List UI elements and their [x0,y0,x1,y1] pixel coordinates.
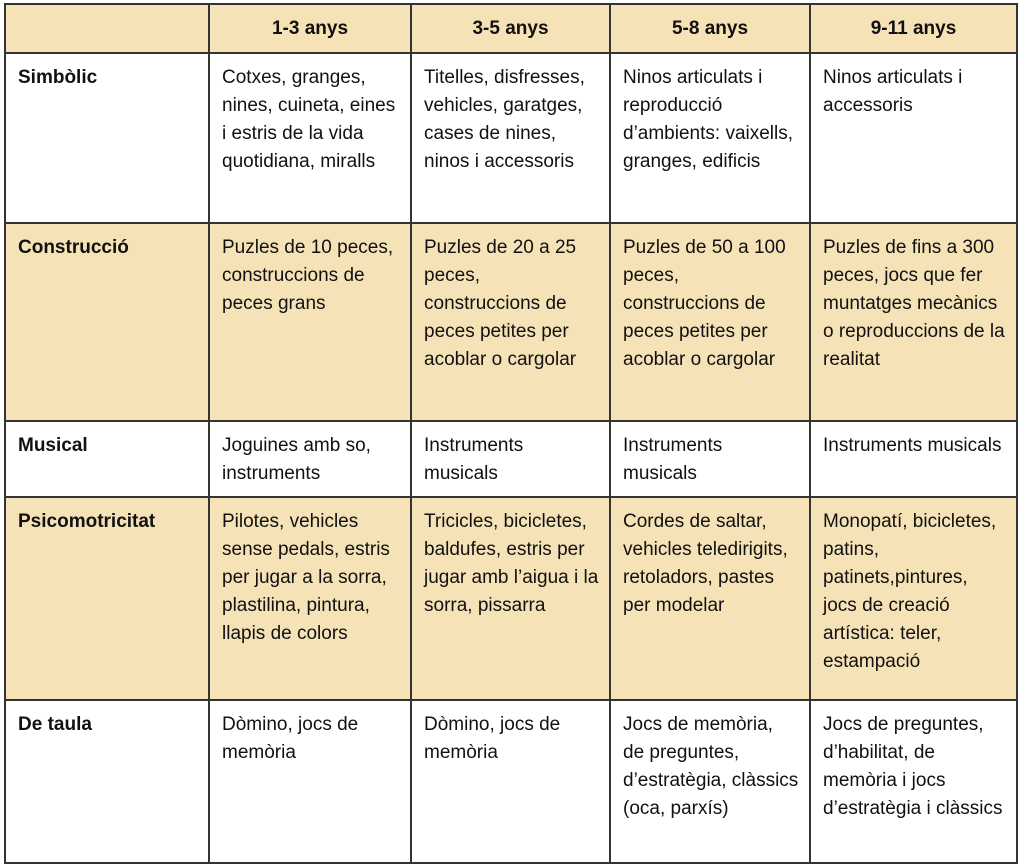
table-cell: Monopatí, bicicletes, patins, patinets,pintures, jocs de creació artística: teler, estampació [810,497,1017,700]
table-row-psicomotricitat [5,497,1017,700]
header-cell-age-1-3: 1-3 anys [209,4,411,53]
row-label-cell: Musical [5,421,209,497]
header-row [5,4,1017,53]
table-cell: Jocs de preguntes, d’habilitat, de memòria i jocs d’estratègia i clàssics [810,700,1017,863]
table-cell: Cordes de saltar, vehicles teledirigits, retoladors, pastes per modelar [610,497,810,700]
table-cell: Pilotes, vehicles sense pedals, estris per jugar a la sorra, plastilina, pintura, llapis de colors [209,497,411,700]
table-cell: Joguines amb so, instruments [209,421,411,497]
table-cell: Instruments musicals [411,421,610,497]
table-cell: Dòmino, jocs de memòria [411,700,610,863]
table-row-musical [5,421,1017,497]
table-cell: Jocs de memòria, de preguntes, d’estratègia, clàssics (oca, parxís) [610,700,810,863]
table-body [5,53,1017,863]
table-cell: Puzles de 20 a 25 peces, construccions de peces petites per acoblar o cargolar [411,223,610,421]
table-row-construccio [5,223,1017,421]
table-cell: Instruments musicals [610,421,810,497]
table-cell: Puzles de 50 a 100 peces, construccions de peces petites per acoblar o cargolar [610,223,810,421]
table-cell: Titelles, disfresses, vehicles, garatges, cases de nines, ninos i accessoris [411,53,610,223]
header-cell-age-3-5: 3-5 anys [411,4,610,53]
table-cell: Instruments musicals [810,421,1017,497]
header-cell-empty [5,4,209,53]
table-cell: Dòmino, jocs de memòria [209,700,411,863]
table-cell: Cotxes, granges, nines, cuineta, eines i estris de la vida quotidiana, miralls [209,53,411,223]
row-label-cell: Psicomotricitat [5,497,209,700]
table-cell: Puzles de 10 peces, construccions de peces grans [209,223,411,421]
row-label-cell: Simbòlic [5,53,209,223]
table-row-de-taula [5,700,1017,863]
table-cell: Ninos articulats i reproducció d’ambients: vaixells, granges, edificis [610,53,810,223]
row-label-cell: De taula [5,700,209,863]
table-row-simbolic [5,53,1017,223]
table-header [5,4,1017,53]
table-cell: Puzles de fins a 300 peces, jocs que fer muntatges mecànics o reproduccions de la realitat [810,223,1017,421]
header-cell-age-5-8: 5-8 anys [610,4,810,53]
table-cell: Ninos articulats i accessoris [810,53,1017,223]
toys-by-age-table [4,3,1018,864]
table-cell: Tricicles, bicicletes, baldufes, estris per jugar amb l’aigua i la sorra, pissarra [411,497,610,700]
row-label-cell: Construcció [5,223,209,421]
header-cell-age-9-11: 9-11 anys [810,4,1017,53]
